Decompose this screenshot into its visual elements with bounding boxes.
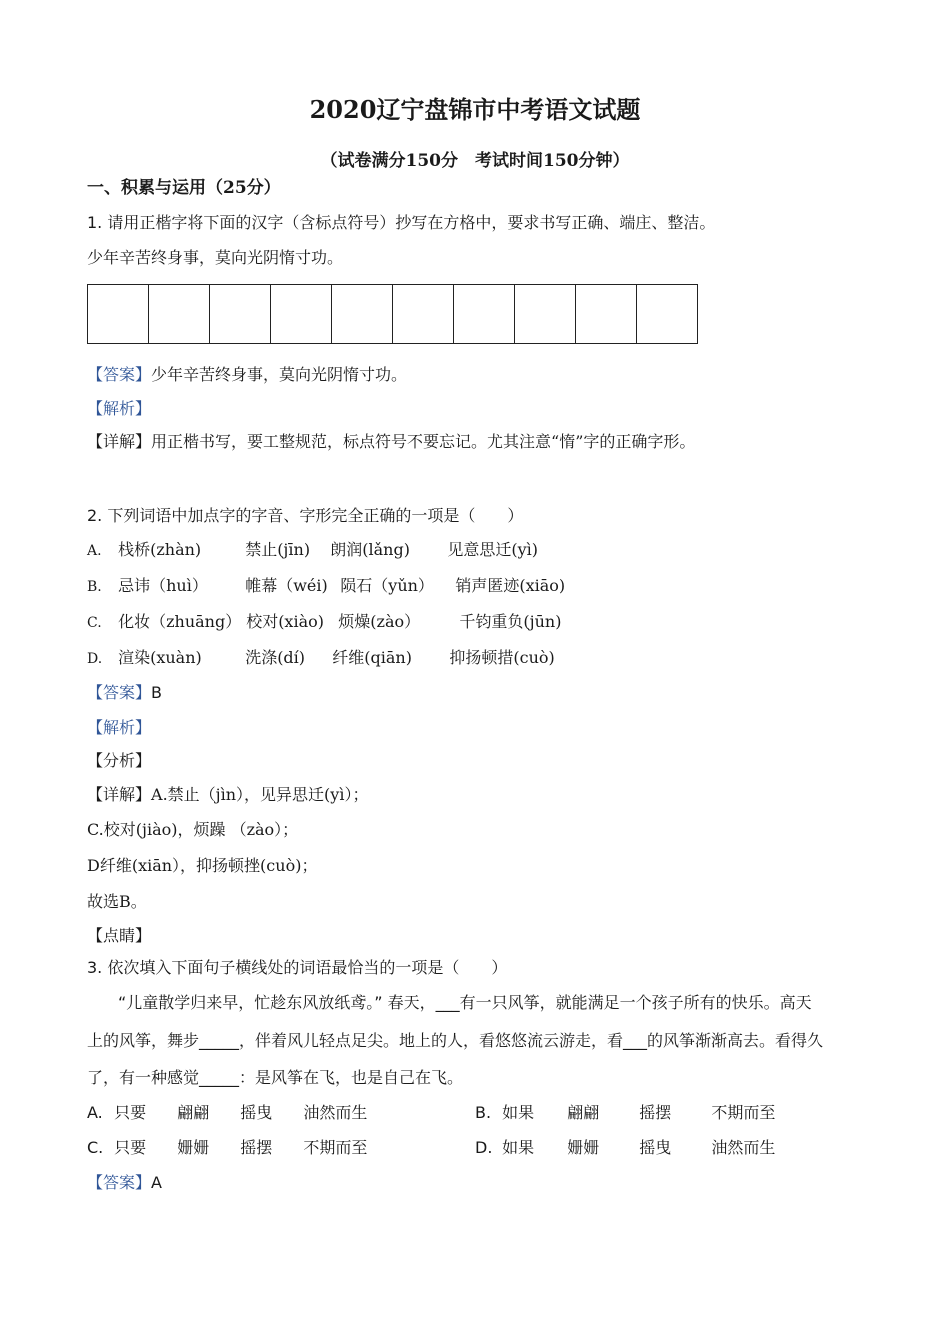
q1-stem-text: 1. 请用正楷字将下面的汉字（含标点符号）抄写在方格中，要求书写正确、端庄、整洁。	[87, 213, 716, 232]
option-word: 只要	[114, 1103, 147, 1122]
option-label: B.	[87, 579, 102, 595]
grid-cell[interactable]	[515, 284, 576, 344]
option-word: 烦燥(zào）	[338, 612, 421, 631]
grid-cell[interactable]	[576, 284, 637, 344]
option-word: 如果	[502, 1103, 535, 1122]
q2-answer-text: B	[151, 683, 162, 702]
q2-option-a[interactable]	[87, 540, 538, 561]
q2-stem	[87, 506, 523, 526]
option-word: 不期而至	[711, 1103, 776, 1122]
option-word: 抑扬顿措(cuò)	[449, 648, 555, 667]
q2-detail-a	[87, 785, 368, 805]
answer-tag: 【答案】	[87, 365, 152, 384]
option-word: 油然而生	[711, 1138, 776, 1157]
option-word: 销声匿迹(xiāo)	[455, 576, 566, 595]
q2-detail-d: D纤维(xiān），抑扬顿挫(cuò)；	[87, 856, 318, 875]
grid-cell[interactable]	[393, 284, 454, 344]
option-word: 见意思迁(yì)	[447, 540, 539, 559]
grid-cell[interactable]	[637, 284, 698, 344]
option-word: 摇曳	[240, 1103, 273, 1122]
option-word: 校对(xiào)	[246, 612, 324, 631]
q3-option-a[interactable]	[87, 1103, 367, 1123]
grid-cell[interactable]	[454, 284, 515, 344]
q3-stem	[87, 958, 507, 978]
option-word: 摇摆	[240, 1138, 273, 1157]
q2-analysis-tag: 【解析】	[87, 718, 152, 737]
grid-cell[interactable]	[88, 284, 149, 344]
grid-cell[interactable]	[210, 284, 271, 344]
option-word: 摇摆	[639, 1103, 672, 1122]
q3-option-b[interactable]	[475, 1103, 775, 1123]
option-word: 姗姗	[177, 1138, 210, 1157]
q3-passage-line-1: “儿童散学归来早，忙趁东风放纸鸢。” 春天，___有一只风筝，就能满足一个孩子所有的快乐。高天	[118, 993, 812, 1012]
option-word: 不期而至	[303, 1138, 368, 1157]
q2-stem-text: 2. 下列词语中加点字的字音、字形完全正确的一项是（ ）	[87, 506, 524, 525]
option-word: 只要	[114, 1138, 147, 1157]
q1-detail	[87, 432, 695, 452]
q3-answer-text: A	[151, 1173, 162, 1192]
q3-option-d[interactable]	[475, 1138, 775, 1158]
q2-detail-a-text: A.禁止（jìn），见异思迁(yì）；	[151, 785, 369, 804]
option-label: D.	[87, 651, 103, 667]
option-word: 朗润(lǎng)	[330, 540, 410, 559]
option-word: 忌讳（huì）	[118, 576, 208, 595]
q2-option-b[interactable]	[87, 576, 565, 597]
page-title: 2020辽宁盘锦市中考语文试题	[309, 95, 641, 124]
q1-answer-text: 少年辛苦终身事，莫向光阴惰寸功。	[151, 365, 408, 384]
option-word: 翩翩	[177, 1103, 210, 1122]
option-label: C.	[87, 1138, 104, 1157]
option-word: 千钧重负(jūn)	[459, 612, 562, 631]
q3-option-c[interactable]	[87, 1138, 367, 1158]
grid-cell[interactable]	[332, 284, 393, 344]
option-word: 陨石（yǔn）	[340, 576, 434, 595]
detail-tag: 【详解】	[87, 432, 152, 451]
q1-detail-text: 用正楷书写，要工整规范，标点符号不要忘记。尤其注意“惰”字的正确字形。	[151, 432, 696, 451]
option-word: 姗姗	[567, 1138, 600, 1157]
q3-stem-text: 3. 依次填入下面句子横线处的词语最恰当的一项是（ ）	[87, 958, 508, 977]
q2-detail-c: C.校对(jiào)，烦躁 （zào）；	[87, 820, 299, 839]
option-word: 如果	[502, 1138, 535, 1157]
q1-stem	[87, 213, 715, 233]
q2-dianjing-tag: 【点睛】	[87, 926, 152, 945]
answer-tag: 【答案】	[87, 1173, 152, 1192]
option-label: C.	[87, 615, 102, 631]
option-word: 栈桥(zhàn)	[118, 540, 202, 559]
writing-grid[interactable]	[87, 284, 698, 344]
q2-option-c[interactable]	[87, 612, 561, 633]
grid-cell[interactable]	[149, 284, 210, 344]
detail-tag: 【详解】	[87, 785, 152, 804]
q3-passage-line-3: 了，有一种感觉_____：是风筝在飞，也是自己在飞。	[87, 1068, 464, 1087]
option-label: A.	[87, 543, 102, 559]
q1-answer	[87, 365, 407, 385]
option-word: 禁止(jīn)	[245, 540, 311, 559]
option-word: 纤维(qiān)	[332, 648, 412, 667]
q2-answer	[87, 683, 162, 703]
q1-sentence: 少年辛苦终身事，莫向光阴惰寸功。	[87, 248, 344, 267]
q2-choose: 故选B。	[87, 892, 147, 911]
option-word: 帷幕（wéi)	[245, 576, 328, 595]
q2-fenxi-tag: 【分析】	[87, 751, 152, 770]
q3-answer	[87, 1173, 162, 1193]
q2-option-d[interactable]	[87, 648, 555, 669]
section-heading: 一、积累与运用（25分）	[87, 178, 281, 198]
q1-analysis-tag: 【解析】	[87, 399, 152, 418]
option-label: D.	[475, 1138, 493, 1157]
option-word: 化妆（zhuāng）	[118, 612, 242, 631]
option-word: 油然而生	[303, 1103, 368, 1122]
q3-passage-line-2: 上的风筝，舞步_____，伴着风儿轻点足尖。地上的人，看悠悠流云游走，看___的风筝渐渐高去。看得久	[87, 1031, 824, 1050]
option-label: A.	[87, 1103, 103, 1122]
option-word: 摇曳	[639, 1138, 672, 1157]
answer-tag: 【答案】	[87, 683, 152, 702]
option-word: 洗涤(dí)	[245, 648, 306, 667]
option-word: 翩翩	[567, 1103, 600, 1122]
grid-cell[interactable]	[271, 284, 332, 344]
option-word: 渲染(xuàn)	[118, 648, 202, 667]
page-subtitle: （试卷满分150分 考试时间150分钟）	[320, 151, 630, 171]
option-label: B.	[475, 1103, 492, 1122]
